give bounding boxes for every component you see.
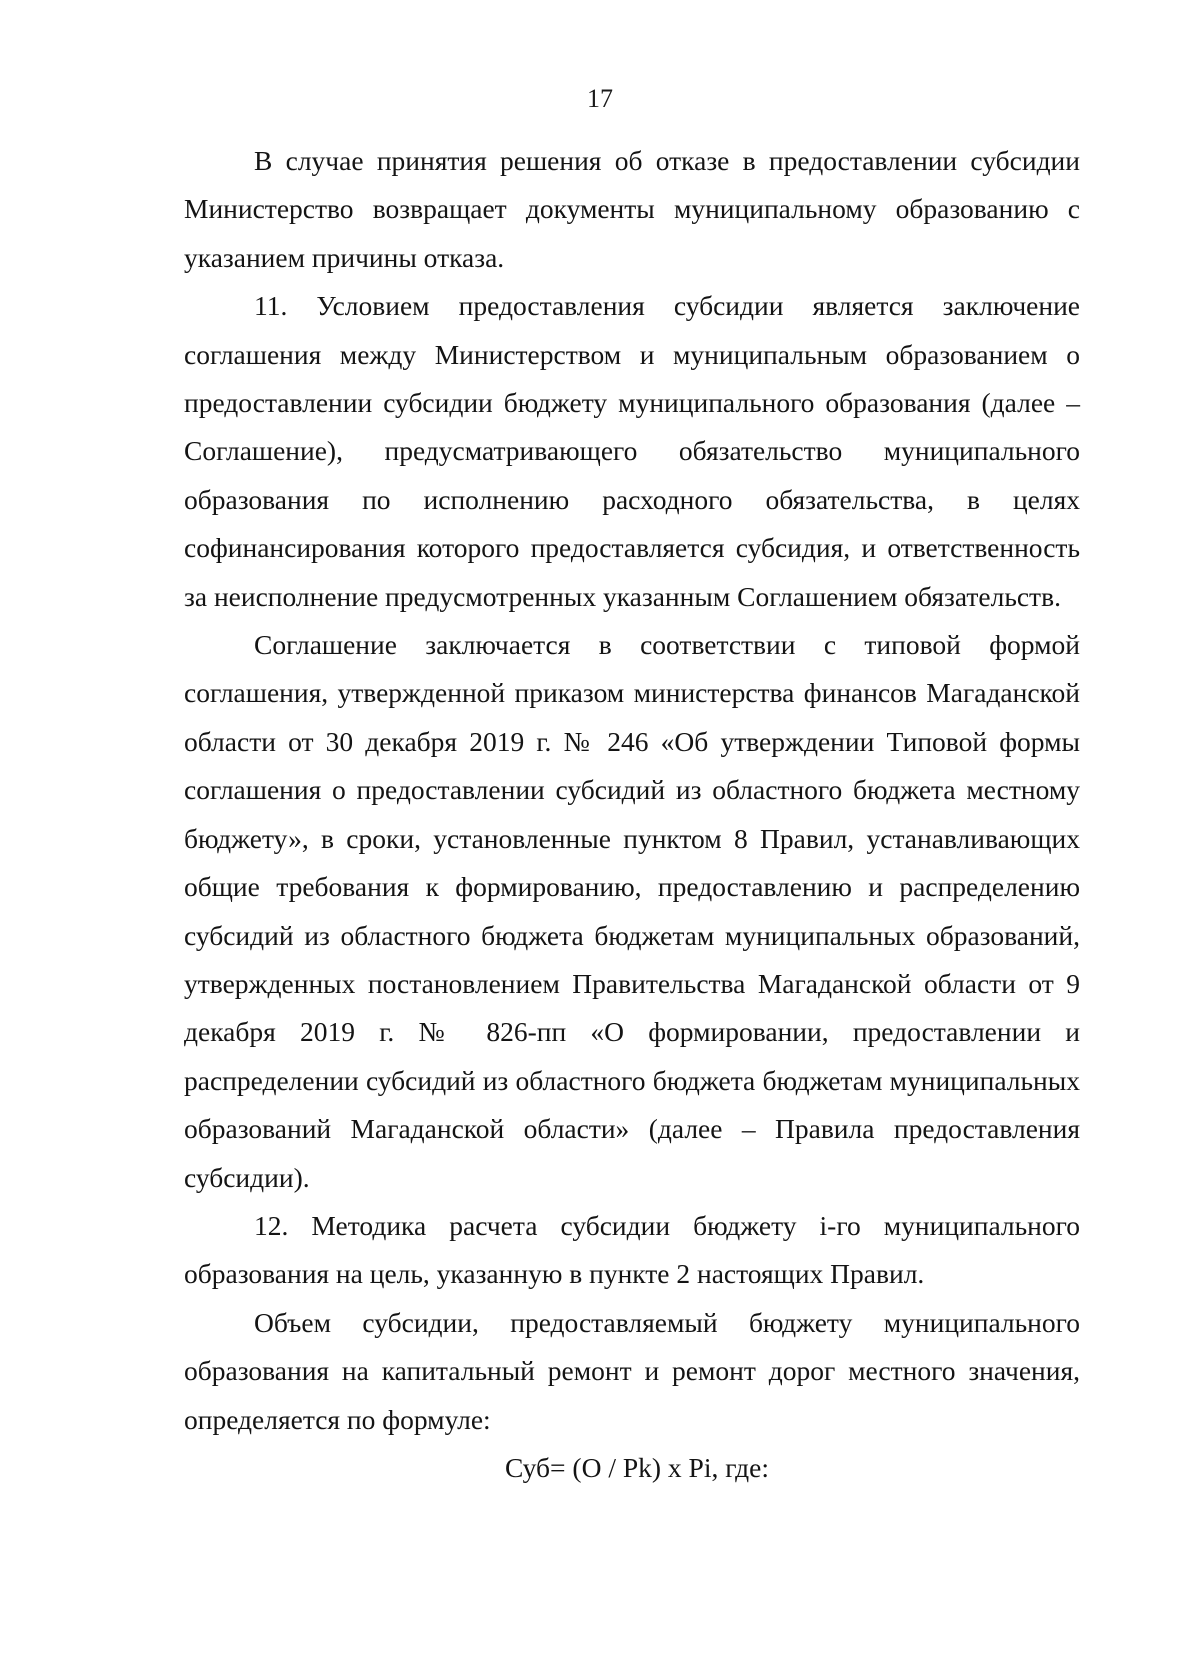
paragraph-12-methodology: 12. Методика расчета субсидии бюджету i-го муниципального образования на цель, указанную в пункте 2 настоящих Правил. [184, 1209, 1080, 1290]
document-body [184, 137, 1080, 1492]
paragraph-agreement: Соглашение заключается в соответствии с типовой формой соглашения, утвержденной приказом министерства финансов Магаданской области от 30 декабря 2019 г. № 246 «Об утверждении Типовой формы соглашения о предоставлении субсидий из областного бюджета местному бюджету», в сроки, установленные пунктом 8 Правил, устанавливающих общие требования к формированию, предоставлению и распределению субсидий из областного бюджета бюджетам муниципальных образований, утвержденных постановлением Правительства Магаданской области от 9 декабря 2019 г. № 826-пп «О формировании, предоставлении и распределении субсидий из областного бюджета бюджетам муниципальных образований Магаданской области» (далее – Правила предоставления субсидии). [184, 629, 1080, 1193]
page-number: 17 [587, 84, 613, 113]
paragraph-subsidy-volume: Объем субсидии, предоставляемый бюджету муниципального образования на капитальный ремонт и ремонт дорог местного значения, определяется по формуле: [184, 1306, 1080, 1435]
subsidy-formula: Суб= (О / Pk) х Pi, где: [505, 1451, 769, 1483]
paragraph-refusal: В случае принятия решения об отказе в предоставлении субсидии Министерство возвращает документы муниципальному образованию с указанием причины отказа. [184, 145, 1080, 273]
paragraph-11-condition: 11. Условием предоставления субсидии является заключение соглашения между Министерством и муниципальным образованием о предоставлении субсидии бюджету муниципального образования (далее – Соглашение), предусматривающего обязательство муниципального образования по исполнению расходного обязательства, в целях софинансирования которого предоставляется субсидия, и ответственность за неисполнение предусмотренных указанным Соглашением обязательств. [184, 290, 1080, 612]
